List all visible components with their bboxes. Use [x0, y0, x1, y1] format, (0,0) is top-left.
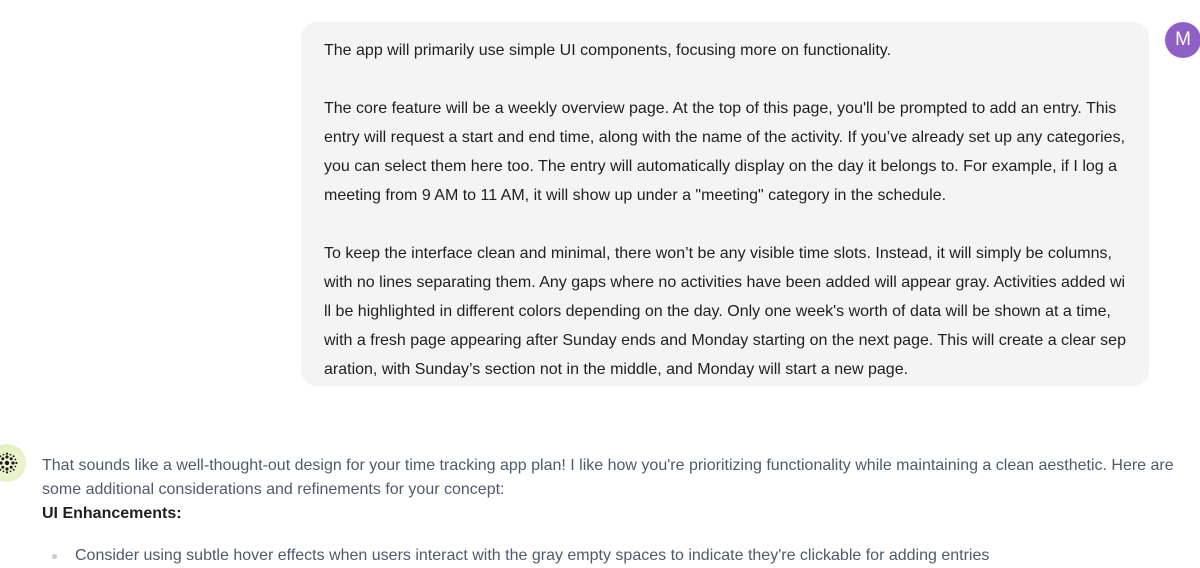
user-message-paragraph-3: To keep the interface clean and minimal, there won’t be any visible time slots. Instead, it will simply be columns, with no lines separating them. Any gaps where no activities have been added will appear gray. Activities added will be highlighted in different colors depending on the day. Only one week's worth of data will be shown at a time, with a fresh page appearing after Sunday ends and Monday starting on the next page. This will create a clear separation, with Sunday’s section not in the middle, and Monday will start a new page.	[324, 245, 1126, 378]
user-message-paragraph-2: The core feature will be a weekly overview page. At the top of this page, you'll be prompted to add an entry. This entry will request a start and end time, along with the name of the activity. If you’ve already set up any categories, you can select them here too. The entry will automatically display on the day it belongs to. For example, if I log a meeting from 9 AM to 11 AM, it will show up under a "meeting" category in the schedule.	[324, 100, 1126, 204]
assistant-avatar	[0, 444, 26, 482]
assistant-bullet-list	[42, 544, 1192, 568]
assistant-message	[42, 454, 1192, 568]
assistant-intro-text: That sounds like a well-thought-out design for your time tracking app plan! I like how you're prioritizing functionality while maintaining a clean aesthetic. Here are some additional considerations and refinements for your concept:	[42, 457, 1174, 498]
list-item	[42, 544, 1192, 568]
user-avatar[interactable]: M	[1165, 22, 1200, 58]
assistant-section-heading: UI Enhancements:	[42, 505, 182, 522]
user-message-bubble	[301, 22, 1149, 386]
user-message-paragraph-1: The app will primarily use simple UI components, focusing more on functionality.	[324, 42, 892, 59]
list-item-text: Consider using subtle hover effects when users interact with the gray empty spaces to indicate they're clickable for adding entries	[75, 547, 990, 564]
bullet-dot-icon	[52, 554, 57, 559]
assistant-logo-icon	[0, 452, 18, 474]
